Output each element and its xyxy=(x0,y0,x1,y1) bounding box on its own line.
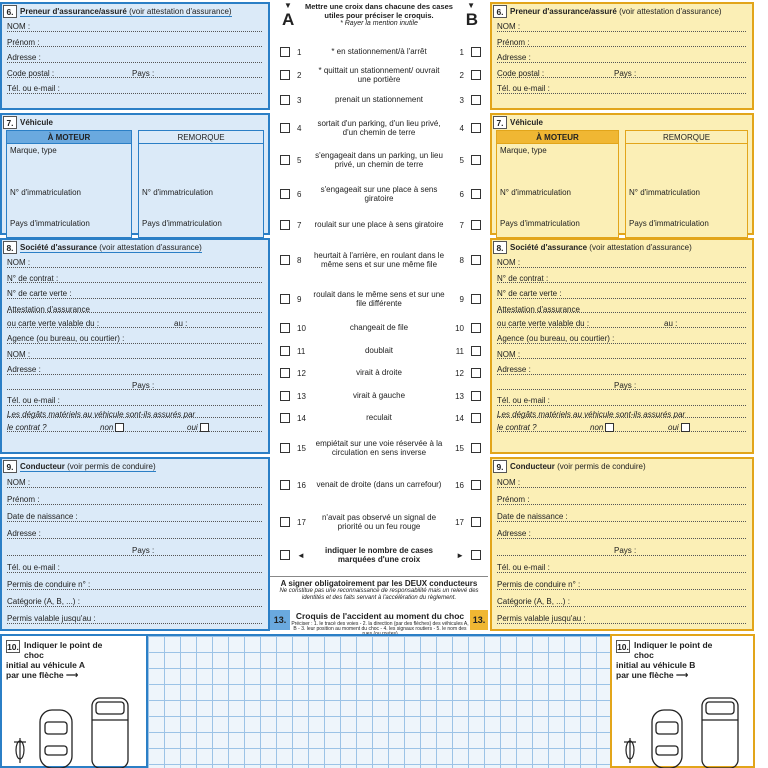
impact-label-3: par une flèche xyxy=(6,670,64,680)
circumstance-label: empiétait sur une voie réservée à la circulation en sens inverse xyxy=(315,438,443,457)
field-code-postal[interactable]: Code postal : Pays : xyxy=(2,66,268,82)
circumstance-number: 17 xyxy=(297,517,306,527)
section-title: Véhicule xyxy=(510,118,543,127)
section-header xyxy=(492,115,752,130)
impact-label-2: initial au véhicule A xyxy=(6,660,86,670)
vehicle-b-label: B xyxy=(465,10,478,29)
field-marque[interactable]: Marque, type xyxy=(500,146,547,155)
checkbox-a[interactable] xyxy=(280,95,290,105)
field-code-postal[interactable]: Code postal : Pays : xyxy=(492,66,752,82)
checkbox-a[interactable] xyxy=(280,443,290,453)
circumstance-label: doublait xyxy=(364,346,394,356)
circumstance-label: s'engageait sur une place à sens giratoire xyxy=(320,184,438,203)
section-number: 7. xyxy=(3,116,17,129)
field-naissance[interactable]: Date de naissance : xyxy=(492,508,752,525)
circumstance-number: 1 xyxy=(459,47,464,57)
circumstance-number: 3 xyxy=(459,95,464,105)
truck-icon xyxy=(702,698,738,768)
section-title: Conducteur xyxy=(20,461,65,471)
label-degats: Les dégâts matériels au véhicule sont-ils assurés par xyxy=(2,409,268,421)
arrow-left-icon: ◄ xyxy=(297,550,305,560)
motor-header: À MOTEUR xyxy=(7,131,131,144)
checkbox-a[interactable] xyxy=(280,480,290,490)
checkbox-a[interactable] xyxy=(280,294,290,304)
field-carte-verte[interactable]: N° de carte verte : xyxy=(492,286,752,302)
circumstance-row xyxy=(270,471,488,499)
field-nom[interactable]: NOM : xyxy=(2,255,268,271)
circumstances-instruction: Mettre une croix dans chacune des cases utiles pour préciser le croquis. xyxy=(305,2,453,20)
checkbox-a[interactable] xyxy=(280,346,290,356)
checkbox-b[interactable] xyxy=(471,220,481,230)
section-header xyxy=(492,4,752,19)
section-header xyxy=(2,240,268,255)
section-9-driver-a xyxy=(0,457,270,631)
circumstance-number: 6 xyxy=(459,189,464,199)
checkbox-a[interactable] xyxy=(280,220,290,230)
non-checkbox[interactable] xyxy=(115,423,124,432)
checkbox-a[interactable] xyxy=(280,323,290,333)
circumstance-row xyxy=(270,318,488,338)
field-tel[interactable]: Tél. ou e-mail : xyxy=(2,559,268,576)
circumstance-row xyxy=(270,114,488,142)
sketch-instructions: Préciser : 1. le tracé des voies - 2. la direction (par des flèches) des véhicules A, B - 3. leur position au moment du choc - 4. les signaux routiers - 5. le nom des xyxy=(291,621,469,632)
total-a-box[interactable] xyxy=(280,550,290,560)
section-title: Société d'assurance xyxy=(510,243,588,252)
circumstance-number: 10 xyxy=(455,323,464,333)
section-10-impact-b xyxy=(610,634,755,768)
signature-notice xyxy=(270,576,488,610)
circumstance-row xyxy=(270,180,488,208)
label-attestation: Attestation d'assurance xyxy=(2,302,268,316)
circumstance-row xyxy=(270,387,488,405)
field-agence-pays[interactable]: Pays : xyxy=(2,378,268,394)
circumstance-number: 8 xyxy=(459,255,464,265)
field-tel[interactable]: Tél. ou e-mail : xyxy=(2,81,268,97)
field-carte-verte[interactable]: N° de carte verte : xyxy=(2,286,268,302)
circumstance-row xyxy=(270,409,488,427)
circumstance-number: 11 xyxy=(455,346,464,356)
circumstance-number: 9 xyxy=(297,294,302,304)
circumstance-row xyxy=(270,61,488,89)
section-number: 13. xyxy=(470,610,488,630)
checkbox-a[interactable] xyxy=(280,123,290,133)
circumstance-label: virait à droite xyxy=(356,368,402,378)
field-prenom[interactable]: Prénom : xyxy=(2,35,268,51)
section-number: 6. xyxy=(493,5,507,18)
field-tel[interactable]: Tél. ou e-mail : xyxy=(492,81,752,97)
checkbox-b[interactable] xyxy=(471,517,481,527)
field-nom[interactable]: NOM : xyxy=(2,474,268,491)
circumstance-label: roulait sur une place à sens giratoire xyxy=(314,220,444,230)
circumstance-number: 9 xyxy=(459,294,464,304)
field-marque[interactable]: Marque, type xyxy=(10,146,57,155)
motor-vehicle-box xyxy=(496,130,619,238)
total-b-box[interactable] xyxy=(471,550,481,560)
field-validite-permis[interactable]: Permis valable jusqu'au : xyxy=(2,610,268,627)
vehicle-a-label: A xyxy=(282,10,295,29)
field-agence-nom[interactable]: NOM : xyxy=(2,347,268,363)
field-permis[interactable]: Permis de conduire n° : xyxy=(492,576,752,593)
circumstance-number: 12 xyxy=(455,368,464,378)
section-number: 13. xyxy=(270,610,290,630)
field-agence[interactable]: Agence (ou bureau, ou courtier) : xyxy=(2,331,268,347)
section-6-insured-b xyxy=(490,2,754,110)
checkbox-b[interactable] xyxy=(471,95,481,105)
circumstance-number: 7 xyxy=(459,220,464,230)
checkbox-b[interactable] xyxy=(471,413,481,423)
arrow-down-icon: ▼ xyxy=(467,1,475,10)
circumstance-number: 4 xyxy=(297,123,302,133)
circumstance-number: 4 xyxy=(459,123,464,133)
section-subtitle: (voir permis de conduire) xyxy=(557,462,646,471)
damage-question: le contrat ? non oui xyxy=(492,421,752,435)
section-number: 7. xyxy=(493,116,507,129)
arrow-right-icon: ⟶ xyxy=(676,670,689,680)
circumstance-number: 14 xyxy=(455,413,464,423)
motorcycle-icon xyxy=(624,738,636,763)
circumstance-number: 15 xyxy=(455,443,464,453)
section-9-driver-b xyxy=(490,457,754,631)
section-number: 9. xyxy=(3,460,17,473)
circumstance-row xyxy=(270,364,488,382)
field-validite-permis[interactable]: Permis valable jusqu'au : xyxy=(492,610,752,627)
field-prenom[interactable]: Prénom : xyxy=(2,491,268,508)
field-permis[interactable]: Permis de conduire n° : xyxy=(2,576,268,593)
oui-checkbox[interactable] xyxy=(200,423,209,432)
damage-question: le contrat ? non oui xyxy=(2,421,268,435)
checkbox-b[interactable] xyxy=(471,368,481,378)
circumstance-label: prenait un stationnement xyxy=(334,95,424,105)
circumstance-label: heurtait à l'arrière, en roulant dans le même sens et sur une même file xyxy=(313,250,445,269)
arrow-right-icon: ► xyxy=(456,550,464,560)
circumstance-number: 13 xyxy=(297,391,306,401)
oui-checkbox[interactable] xyxy=(681,423,690,432)
circumstance-number: 5 xyxy=(297,155,302,165)
section-subtitle: (voir attestation d'assurance) xyxy=(619,7,722,16)
sketch-title: Croquis de l'accident au moment du choc xyxy=(295,611,465,621)
circumstance-label: n'avait pas observé un signal de priorité ou un feu rouge xyxy=(321,512,437,531)
circumstances-column xyxy=(270,0,488,630)
field-contrat[interactable]: N° de contrat : xyxy=(2,271,268,287)
field-prenom[interactable]: Prénom : xyxy=(492,35,752,51)
checkbox-b[interactable] xyxy=(471,70,481,80)
field-pays-immat[interactable]: Pays d'immatriculation xyxy=(10,219,90,228)
circumstance-number: 11 xyxy=(297,346,306,356)
checkbox-b[interactable] xyxy=(471,443,481,453)
total-count-row xyxy=(270,540,488,570)
checkbox-a[interactable] xyxy=(280,155,290,165)
circumstance-label: s'engageait dans un parking, un lieu privé, un chemin de terre xyxy=(315,150,443,169)
field-nom[interactable]: NOM : xyxy=(2,19,268,35)
circumstance-number: 12 xyxy=(297,368,306,378)
total-label: indiquer le nombre de cases marquées d'une croix xyxy=(324,545,434,564)
circumstance-label: * en stationnement/à l'arrêt xyxy=(331,47,427,57)
field-tel[interactable]: Tél. ou e-mail : xyxy=(492,559,752,576)
field-adresse[interactable]: Adresse : xyxy=(492,525,752,542)
vehicle-diagram[interactable] xyxy=(612,688,752,768)
field-trailer-immatriculation[interactable]: N° d'immatriculation xyxy=(629,188,700,197)
section-number: 9. xyxy=(493,460,507,473)
trailer-box xyxy=(138,130,264,238)
non-checkbox[interactable] xyxy=(605,423,614,432)
impact-label-1: Indiquer le point de choc xyxy=(634,640,713,660)
section-title: Société d'assurance xyxy=(20,242,98,252)
circumstance-label: sortait d'un parking, d'un lieu privé, d'un chemin de terre xyxy=(317,118,441,137)
motor-header: À MOTEUR xyxy=(497,131,618,144)
circumstance-row xyxy=(270,242,488,278)
field-nom[interactable]: NOM : xyxy=(492,255,752,271)
circumstance-number: 10 xyxy=(297,323,306,333)
field-pays[interactable]: Pays : xyxy=(492,542,752,559)
field-agence-adresse[interactable]: Adresse : xyxy=(2,362,268,378)
circumstance-number: 3 xyxy=(297,95,302,105)
label-degats: Les dégâts matériels au véhicule sont-ils assurés par xyxy=(492,409,752,421)
arrow-down-icon: ▼ xyxy=(284,1,292,10)
checkbox-b[interactable] xyxy=(471,47,481,57)
section-8-insurance-a xyxy=(0,238,270,454)
field-adresse[interactable]: Adresse : xyxy=(2,50,268,66)
checkbox-a[interactable] xyxy=(280,391,290,401)
impact-label-2: initial au véhicule B xyxy=(616,660,696,670)
section-10-impact-a xyxy=(0,634,148,768)
field-contrat[interactable]: N° de contrat : xyxy=(492,271,752,287)
car-icon xyxy=(652,710,682,768)
checkbox-b[interactable] xyxy=(471,123,481,133)
circumstance-row xyxy=(270,146,488,174)
impact-label-1: Indiquer le point de choc xyxy=(24,640,103,660)
section-title: Preneur d'assurance/assuré xyxy=(510,7,617,16)
circumstance-row xyxy=(270,91,488,109)
section-title: Preneur d'assurance/assuré xyxy=(20,6,127,16)
trailer-header: REMORQUE xyxy=(626,131,747,144)
circumstance-number: 15 xyxy=(297,443,306,453)
section-header xyxy=(492,240,752,255)
sketch-grid[interactable] xyxy=(148,634,610,768)
section-number: 10. xyxy=(7,642,19,652)
circumstance-number: 7 xyxy=(297,220,302,230)
circumstance-row xyxy=(270,285,488,313)
circumstance-label: * quittait un stationnement/ ouvrait une portière xyxy=(318,65,440,84)
section-number: 8. xyxy=(493,241,507,254)
field-prenom[interactable]: Prénom : xyxy=(492,491,752,508)
section-6-insured-a xyxy=(0,2,270,110)
field-validite[interactable]: ou carte verte valable du : au : xyxy=(2,316,268,332)
circumstance-row xyxy=(270,212,488,238)
field-trailer-pays[interactable]: Pays d'immatriculation xyxy=(629,219,709,228)
signature-note: Ne constitue pas une reconnaissance de responsabilité mais un relevé des identités et des faits servant à l'accélération du règlement. xyxy=(279,588,479,601)
section-subtitle: (voir attestation d'assurance) xyxy=(99,242,202,252)
checkbox-b[interactable] xyxy=(471,480,481,490)
field-adresse[interactable]: Adresse : xyxy=(2,525,268,542)
section-subtitle: (voir attestation d'assurance) xyxy=(129,6,232,16)
circumstance-number: 16 xyxy=(455,480,464,490)
section-7-vehicle-a xyxy=(0,113,270,235)
circumstance-row xyxy=(270,44,488,60)
circumstance-row xyxy=(270,430,488,466)
circumstances-note: * Rayer la mention inutile xyxy=(340,20,418,27)
car-icon xyxy=(40,710,72,768)
field-pays[interactable]: Pays : xyxy=(2,542,268,559)
checkbox-a[interactable] xyxy=(280,255,290,265)
checkbox-b[interactable] xyxy=(471,155,481,165)
checkbox-b[interactable] xyxy=(471,189,481,199)
vehicle-diagram[interactable] xyxy=(2,688,146,768)
field-naissance[interactable]: Date de naissance : xyxy=(2,508,268,525)
checkbox-a[interactable] xyxy=(280,70,290,80)
circumstance-number: 14 xyxy=(297,413,306,423)
field-categorie[interactable]: Catégorie (A, B, ...) : xyxy=(2,593,268,610)
circumstance-number: 5 xyxy=(459,155,464,165)
circumstance-label: changeait de file xyxy=(349,323,409,333)
section-subtitle: (voir attestation d'assurance) xyxy=(589,243,692,252)
impact-label-3: par une flèche xyxy=(616,670,674,680)
circumstance-number: 2 xyxy=(459,70,464,80)
checkbox-b[interactable] xyxy=(471,391,481,401)
circumstance-row xyxy=(270,342,488,360)
section-8-insurance-b xyxy=(490,238,754,454)
field-immatriculation[interactable]: N° d'immatriculation xyxy=(10,188,81,197)
circumstance-label: roulait dans le même sens et sur une file différente xyxy=(313,289,445,308)
circumstance-number: 17 xyxy=(455,517,464,527)
section-number: 10. xyxy=(617,642,629,652)
circumstance-label: virait à gauche xyxy=(352,391,406,401)
section-number: 8. xyxy=(3,241,17,254)
trailer-header: REMORQUE xyxy=(139,131,263,144)
circumstance-number: 2 xyxy=(297,70,302,80)
label-attestation: Attestation d'assurance xyxy=(492,302,752,316)
field-adresse[interactable]: Adresse : xyxy=(492,50,752,66)
circumstance-number: 8 xyxy=(297,255,302,265)
field-agence[interactable]: Agence (ou bureau, ou courtier) : xyxy=(492,331,752,347)
field-agence-pays[interactable]: Pays : xyxy=(492,378,752,394)
circumstance-number: 6 xyxy=(297,189,302,199)
circumstance-number: 13 xyxy=(455,391,464,401)
motorcycle-icon xyxy=(14,738,26,763)
motor-vehicle-box xyxy=(6,130,132,238)
section-header xyxy=(2,459,268,474)
section-number: 6. xyxy=(3,5,17,18)
field-nom[interactable]: NOM : xyxy=(492,19,752,35)
field-trailer-pays[interactable]: Pays d'immatriculation xyxy=(142,219,222,228)
field-agence-nom[interactable]: NOM : xyxy=(492,347,752,363)
section-header xyxy=(2,115,268,130)
truck-icon xyxy=(92,698,128,768)
field-immatriculation[interactable]: N° d'immatriculation xyxy=(500,188,571,197)
section-title: Véhicule xyxy=(20,118,53,127)
circumstance-label: reculait xyxy=(366,413,392,423)
field-nom[interactable]: NOM : xyxy=(492,474,752,491)
section-subtitle: (voir permis de conduire) xyxy=(67,461,156,471)
checkbox-a[interactable] xyxy=(280,413,290,423)
field-validite[interactable]: ou carte verte valable du : au : xyxy=(492,316,752,332)
signature-title: A signer obligatoirement par les DEUX conducteurs xyxy=(280,579,478,588)
section-header xyxy=(492,459,752,474)
checkbox-a[interactable] xyxy=(280,517,290,527)
checkbox-a[interactable] xyxy=(280,368,290,378)
field-pays-immat[interactable]: Pays d'immatriculation xyxy=(500,219,580,228)
field-agence-adresse[interactable]: Adresse : xyxy=(492,362,752,378)
checkbox-a[interactable] xyxy=(280,47,290,57)
checkbox-a[interactable] xyxy=(280,189,290,199)
field-agence-tel[interactable]: Tél. ou e-mail : xyxy=(492,393,752,409)
field-agence-tel[interactable]: Tél. ou e-mail : xyxy=(2,393,268,409)
field-categorie[interactable]: Catégorie (A, B, ...) : xyxy=(492,593,752,610)
trailer-box xyxy=(625,130,748,238)
arrow-right-icon: ⟶ xyxy=(66,670,79,680)
sketch-header xyxy=(270,610,488,630)
checkbox-b[interactable] xyxy=(471,323,481,333)
checkbox-b[interactable] xyxy=(471,255,481,265)
section-header xyxy=(2,4,268,19)
circumstance-row xyxy=(270,506,488,538)
circumstance-number: 1 xyxy=(297,47,302,57)
section-title: Conducteur xyxy=(510,462,555,471)
section-7-vehicle-b xyxy=(490,113,754,235)
circumstance-label: venait de droite (dans un carrefour) xyxy=(316,480,442,490)
circumstances-header xyxy=(270,0,488,40)
field-trailer-immatriculation[interactable]: N° d'immatriculation xyxy=(142,188,213,197)
checkbox-b[interactable] xyxy=(471,294,481,304)
circumstance-number: 16 xyxy=(297,480,306,490)
checkbox-b[interactable] xyxy=(471,346,481,356)
